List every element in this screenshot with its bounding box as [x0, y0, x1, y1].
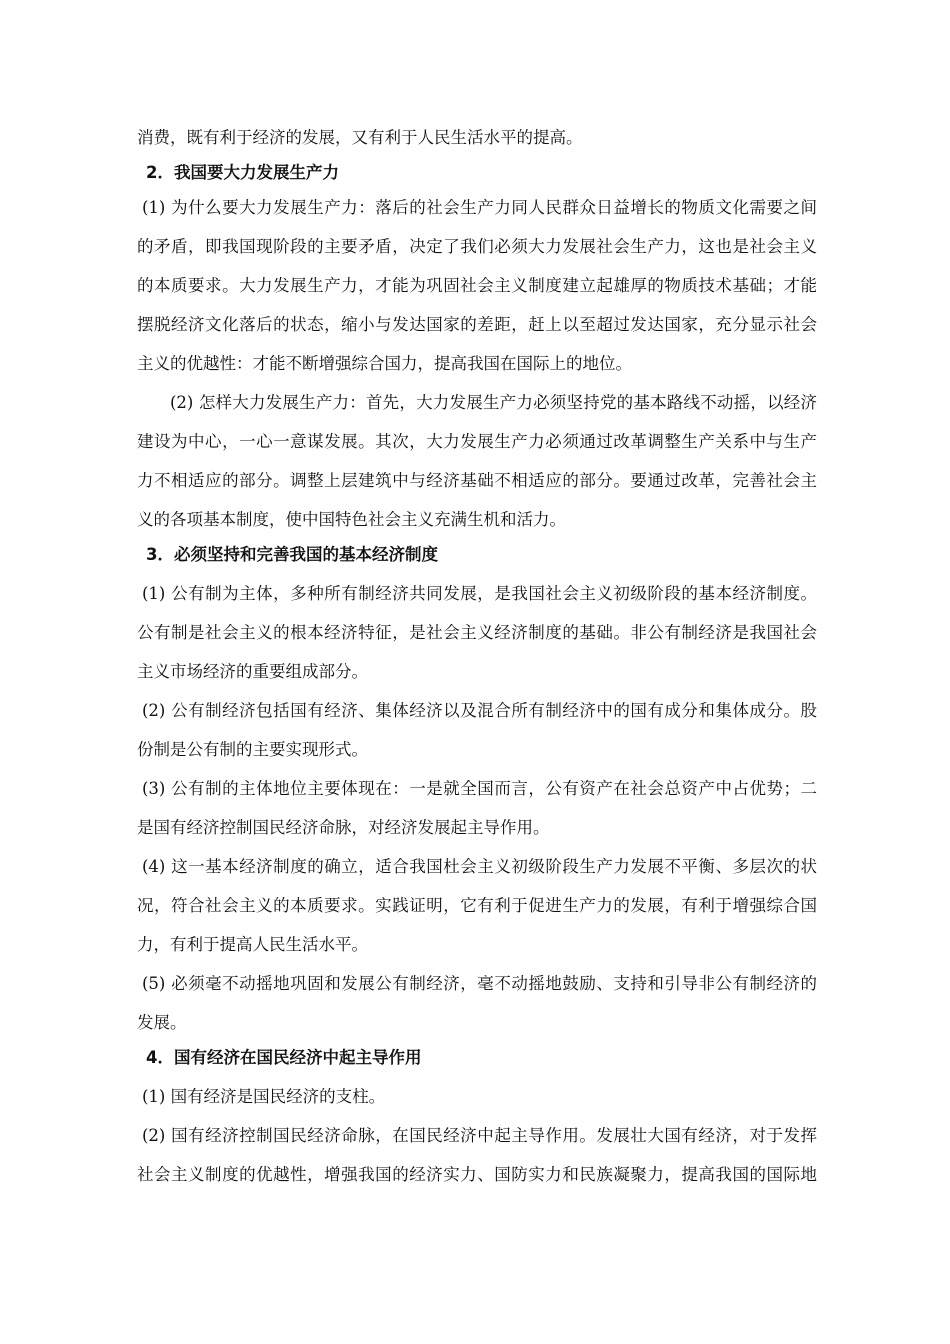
paragraph-line: (1) 国有经济是国民经济的支柱。: [142, 1087, 386, 1106]
paragraph-line: 是国有经济控制国民经济命脉，对经济发展起主导作用。: [137, 818, 550, 837]
section-heading-2: 2．我国要大力发展生产力: [146, 163, 339, 182]
paragraph-line: 公有制是社会主义的根本经济特征，是社会主义经济制度的基础。非公有制经济是我国社会: [137, 623, 817, 642]
paragraph-line: (5) 必须毫不动摇地巩固和发展公有制经济，毫不动摇地鼓励、支持和引导非公有制经济的: [142, 974, 817, 993]
section-heading-3: 3．必须坚持和完善我国的基本经济制度: [146, 545, 438, 564]
paragraph-line: (2) 公有制经济包括国有经济、集体经济以及混合所有制经济中的国有成分和集体成分。股: [142, 701, 817, 720]
paragraph-line: (4) 这一基本经济制度的确立，适合我国杜会主义初级阶段生产力发展不平衡、多层次的状: [142, 857, 817, 876]
paragraph-line: 力不相适应的部分。调整上层建筑中与经济基础不相适应的部分。要通过改革，完善社会主: [137, 471, 817, 490]
paragraph-line: (2) 国有经济控制国民经济命脉，在国民经济中起主导作用。发展壮大国有经济，对于发挥: [142, 1126, 817, 1145]
paragraph-line: 份制是公有制的主要实现形式。: [137, 740, 368, 759]
paragraph-line: 的矛盾，即我国现阶段的主要矛盾，决定了我们必须大力发展社会生产力，这也是社会主义: [137, 237, 817, 256]
section-heading-4: 4．国有经济在国民经济中起主导作用: [146, 1048, 422, 1067]
paragraph-line: 建设为中心，一心一意谋发展。其次，大力发展生产力必须通过改革调整生产关系中与生产: [137, 432, 817, 451]
paragraph-line: 义的各项基本制度，使中国特色社会主义充满生机和活力。: [137, 510, 566, 529]
paragraph-line: (1) 公有制为主体，多种所有制经济共同发展，是我国社会主义初级阶段的基本经济制度。: [142, 584, 817, 603]
paragraph-line: (1) 为什么要大力发展生产力：落后的社会生产力同人民群众日益增长的物质文化需要之间: [142, 198, 817, 217]
paragraph-line: 主义的优越性：才能不断增强综合国力，提高我国在国际上的地位。: [137, 354, 632, 373]
paragraph-line: 消费，既有利于经济的发展，又有利于人民生活水平的提高。: [137, 128, 583, 147]
paragraph-line: (2) 怎样大力发展生产力：首先，大力发展生产力必须坚持党的基本路线不动摇，以经济: [170, 393, 817, 412]
paragraph-line: 力，有利于提高人民生活水平。: [137, 935, 368, 954]
paragraph-line: 摆脱经济文化落后的状态，缩小与发达国家的差距，赶上以至超过发达国家，充分显示社会: [137, 315, 817, 334]
paragraph-line: 主义市场经济的重要组成部分。: [137, 662, 368, 681]
paragraph-line: 社会主义制度的优越性，增强我国的经济实力、国防实力和民族凝聚力，提高我国的国际地: [137, 1165, 817, 1184]
paragraph-line: 的本质要求。大力发展生产力，才能为巩固社会主义制度建立起雄厚的物质技术基础；才能: [137, 276, 817, 295]
paragraph-line: 况，符合社会主义的本质要求。实践证明，它有利于促进生产力的发展，有利于增强综合国: [137, 896, 817, 915]
paragraph-line: (3) 公有制的主体地位主要体现在：一是就全国而言，公有资产在社会总资产中占优势；二: [142, 779, 817, 798]
paragraph-line: 发展。: [137, 1013, 187, 1032]
